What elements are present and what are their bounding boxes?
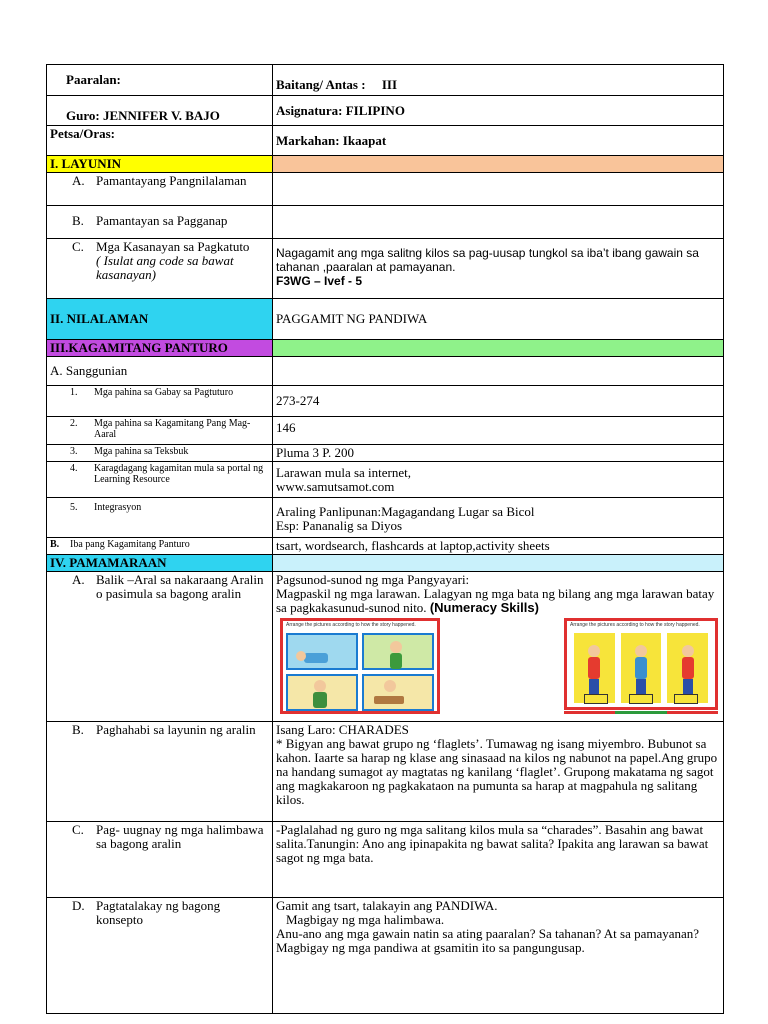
ref-item-5-value-2: Esp: Pananalig sa Diyos [276,518,403,533]
numeracy-skills-tag: (Numeracy Skills) [429,600,539,615]
ref-item-5-value: Araling Panlipunan:Magagandang Lugar sa Bicol [276,504,535,519]
procedure-b-label: B. [72,722,84,737]
references-value [273,357,724,386]
school-label: Paaralan: [66,72,121,87]
ref-item-3-value-cell [273,445,724,462]
procedure-b-line-2: * Bigyan ang bawat grupo ng ‘flaglets’. Tumawag ng isang miyembro. Bubunot sa kahon. Iaarte sa harap ng klase ang sinasaad na kilos ng nabunot na papel.Ang grupo na handang sumagot ay magtatas ng kanilang ‘flaglet’. Grupong makatama ng sagot ang magkakaroon ng pagkakataon na pumunta sa harap at magpahula ng salitang kilos. [276,736,718,807]
date-label: Petsa/Oras: [50,126,115,141]
subject-cell [273,96,724,126]
section-1-title [47,156,273,173]
section-1-band [273,156,724,173]
ref-item-2-number: 2. [70,418,78,429]
section-1-title-text: I. LAYUNIN [50,156,122,171]
ref-item-4-label: Karagdagang kagamitan mula sa portal ng Learning Resource [94,463,264,485]
procedure-a-line-2: Magpaskil ng mga larawan. Lalagyan ng mga bata ng bilang ang mga larawan batay sa pagkakasunud-sunod nito. [276,586,715,615]
grade-label: Baitang/ Antas : [276,77,366,92]
ref-item-5-label: Integrasyon [94,502,142,513]
procedure-d-value-cell [273,898,724,1014]
objective-a-label: A. [72,173,85,188]
other-materials-value-cell [273,538,724,555]
ref-item-1-label: Mga pahina sa Gabay sa Pagtuturo [94,387,234,398]
section-2-title-text: II. NILALAMAN [50,311,149,326]
section-2-title [47,299,273,340]
ref-item-4-value: Larawan mula sa internet, [276,465,411,480]
story-picture-1-caption: Arrange the pictures according to how the story happened. [286,622,416,628]
objective-a-text: Pamantayang Pangnilalaman [96,173,247,188]
picture-row [276,615,720,714]
teacher-name: Guro: JENNIFER V. BAJO [66,108,220,123]
section-4-title-text: IV. PAMAMARAAN [50,555,167,570]
ref-item-5 [47,498,273,538]
quarter-value: Markahan: Ikaapat [276,133,387,148]
grade-cell [273,65,724,96]
procedure-a-value-cell [273,572,724,722]
section-4-band [273,555,724,572]
ref-item-2-value: 146 [276,420,296,435]
objective-b-label: B. [72,213,84,228]
other-materials-label: B. [50,539,60,550]
date-cell [47,126,273,156]
procedure-b-line-1: Isang Laro: CHARADES [276,722,409,737]
objective-a-cell [47,173,273,206]
ref-item-3 [47,445,273,462]
school-cell [47,65,273,96]
procedure-b-cell [47,722,273,822]
procedure-a-line-1: Pagsunod-sunod ng mga Pangyayari: [276,572,470,587]
scene-bedroom [286,633,358,670]
section-3-title [47,340,273,357]
objective-c-label: C. [72,239,84,254]
procedure-d-line-3: Anu-ano ang mga gawain natin sa ating paaralan? Sa tahanan? At sa pamayanan?Magbigay ng mga pandiwa at gsamitin ito sa pangungusap. [276,926,700,955]
ref-item-3-number: 3. [70,446,78,457]
ref-item-2-value-cell [273,417,724,445]
ref-item-4-value-cell [273,462,724,498]
section-2-value: PAGGAMIT NG PANDIWA [276,311,428,326]
objective-c-text: Mga Kasanayan sa Pagkatuto [96,239,250,254]
ref-item-4 [47,462,273,498]
procedure-a-text: Balik –Aral sa nakaraang Aralin o pasimula sa bagong aralin [96,572,264,601]
procedure-c-text: Pag- uugnay ng mga halimbawa sa bagong aralin [96,822,264,851]
references-title: A. Sanggunian [50,363,128,378]
scene-child-1 [574,633,615,703]
section-3-title-text: III.KAGAMITANG PANTURO [50,340,228,355]
ref-item-2 [47,417,273,445]
other-materials-value: tsart, wordsearch, flashcards at laptop,activity sheets [276,538,550,553]
references-cell [47,357,273,386]
procedure-b-text: Paghahabi sa layunin ng aralin [96,722,256,737]
grade-value: III [381,77,398,92]
ref-item-4-link[interactable]: www.samutsamot.com [276,479,395,494]
objective-c-cell [47,239,273,299]
scene-child-2 [621,633,662,703]
procedure-c-label: C. [72,822,84,837]
objective-b-text: Pamantayan sa Pagganap [96,213,228,228]
scene-child-3 [667,633,708,703]
ref-item-3-value: Pluma 3 P. 200 [276,445,355,460]
subject-name: Asignatura: FILIPINO [276,103,405,118]
procedure-a-cell [47,572,273,722]
objective-c-note: ( Isulat ang code sa bawat kasanayan) [96,253,234,282]
objective-a-value [273,173,724,206]
ref-item-1-value-cell [273,386,724,417]
answer-boxes [564,694,718,704]
ref-item-1-value: 273-274 [276,393,320,408]
section-2-value-cell [273,299,724,340]
objective-c-code: F3WG – Ivef - 5 [276,274,363,288]
objective-c-value-cell [273,239,724,299]
procedure-d-line-2: Magbigay ng mga halimbawa. [286,912,445,927]
ref-item-5-value-cell [273,498,724,538]
lesson-plan-table [46,64,724,1014]
other-materials-cell [47,538,273,555]
ref-item-1-number: 1. [70,387,78,398]
procedure-c-value-cell [273,822,724,898]
scene-brushing [362,633,434,670]
section-3-band [273,340,724,357]
objective-c-value: Nagagamit ang mga salitng kilos sa pag-uusap tungkol sa iba’t ibang gawain sa tahanan ,paaralan at pamayanan. [276,246,699,274]
ref-item-2-label: Mga pahina sa Kagamitang Pang Mag-Aaral [94,418,251,440]
procedure-c-value: -Paglalahad ng guro ng mga salitang kilos mula sa “charades”. Basahin ang bawat salita.Tanungin: Ano ang ipinapakita ng bawat salita? Ipakita ang larawan sa bawat sagot ng mga bata. [276,822,709,865]
ref-item-1 [47,386,273,417]
other-materials-text: Iba pang Kagamitang Panturo [70,539,190,550]
story-picture-1 [280,618,440,714]
scene-waking [286,674,358,711]
section-4-title [47,555,273,572]
ref-item-4-number: 4. [70,463,78,474]
procedure-b-value-cell [273,722,724,822]
scene-eating [362,674,434,711]
ref-item-3-label: Mga pahina sa Teksbuk [94,446,189,457]
quarter-cell [273,126,724,156]
objective-b-value [273,206,724,239]
procedure-d-line-1: Gamit ang tsart, talakayin ang PANDIWA. [276,898,498,913]
story-picture-2 [564,618,718,714]
procedure-a-label: A. [72,572,85,587]
teacher-cell [47,96,273,126]
procedure-d-cell [47,898,273,1014]
story-picture-2-caption: Arrange the pictures according to how the story happened. [570,622,700,628]
ref-item-5-number: 5. [70,502,78,513]
procedure-c-cell [47,822,273,898]
procedure-d-text: Pagtatalakay ng bagong konsepto [96,898,221,927]
procedure-d-label: D. [72,898,85,913]
objective-b-cell [47,206,273,239]
